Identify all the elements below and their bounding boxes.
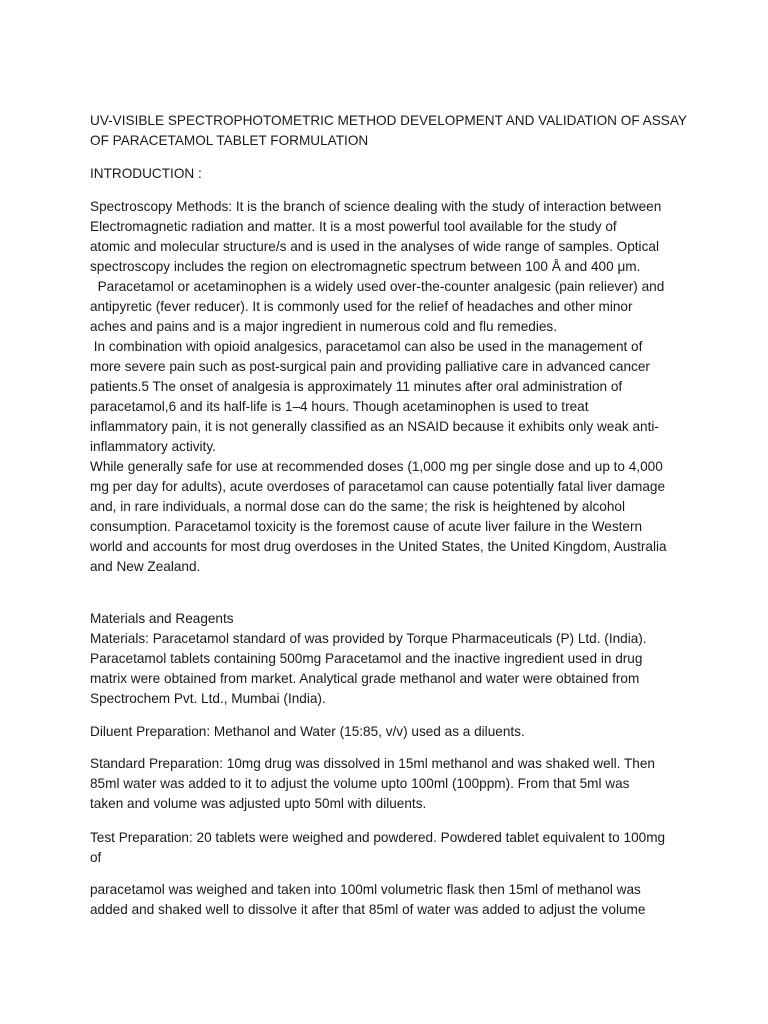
- text-line: and New Zealand.: [90, 559, 201, 574]
- text-line: world and accounts for most drug overdoses in the United States, the United Kingdom, Australia: [90, 539, 667, 554]
- text-line: atomic and molecular structure/s and is used in the analyses of wide range of samples. Optical: [90, 239, 659, 254]
- title-line: OF PARACETAMOL TABLET FORMULATION: [90, 133, 369, 148]
- text-line: consumption. Paracetamol toxicity is the foremost cause of acute liver failure in the Western: [90, 519, 643, 534]
- standard-preparation-paragraph: [90, 754, 690, 814]
- text-line: mg per day for adults), acute overdoses of paracetamol can cause potentially fatal liver damage: [90, 479, 666, 494]
- text-line: Spectroscopy Methods: It is the branch of science dealing with the study of interaction between: [90, 199, 662, 214]
- text-line: matrix were obtained from market. Analytical grade methanol and water were obtained from: [90, 671, 640, 686]
- text-line: of: [90, 850, 102, 865]
- text-line: inflammatory activity.: [90, 439, 216, 454]
- text-line: taken and volume was adjusted upto 50ml with diluents.: [90, 796, 427, 811]
- text-line: more severe pain such as post-surgical pain and providing palliative care in advanced cancer: [90, 359, 650, 374]
- text-line: Paracetamol or acetaminophen is a widely used over-the-counter analgesic (pain reliever) and: [90, 279, 665, 294]
- text-line: Paracetamol tablets containing 500mg Paracetamol and the inactive ingredient used in drug: [90, 651, 643, 666]
- text-line: added and shaked well to dissolve it after that 85ml of water was added to adjust the volume: [90, 902, 646, 917]
- spectroscopy-paragraph: [90, 197, 690, 277]
- text-line: and, in rare individuals, a normal dose can do the same; the risk is heightened by alcohol: [90, 499, 626, 514]
- paracetamol-paragraph: [90, 277, 690, 337]
- test-preparation-continued: [90, 880, 690, 920]
- text-line: paracetamol,6 and its half-life is 1–4 hours. Though acetaminophen is used to treat: [90, 399, 589, 414]
- text-line: In combination with opioid analgesics, paracetamol can also be used in the management of: [90, 339, 643, 354]
- text-line: antipyretic (fever reducer). It is commonly used for the relief of headaches and other minor: [90, 299, 633, 314]
- title-line: UV-VISIBLE SPECTROPHOTOMETRIC METHOD DEVELOPMENT AND VALIDATION OF ASSAY: [90, 113, 687, 128]
- text-line: spectroscopy includes the region on electromagnetic spectrum between 100 Å and 400 μm.: [90, 259, 641, 274]
- text-line: Test Preparation: 20 tablets were weighed and powdered. Powdered tablet equivalent to 100mg: [90, 830, 666, 845]
- text-line: 85ml water was added to it to adjust the volume upto 100ml (100ppm). From that 5ml was: [90, 776, 630, 791]
- text-line: Electromagnetic radiation and matter. It is a most powerful tool available for the study of: [90, 219, 617, 234]
- safety-paragraph: [90, 457, 690, 577]
- text-line: While generally safe for use at recommended doses (1,000 mg per single dose and up to 4,000: [90, 459, 663, 474]
- materials-heading: [90, 609, 690, 629]
- heading-text: Materials and Reagents: [90, 611, 234, 626]
- text-line: aches and pains and is a major ingredient in numerous cold and flu remedies.: [90, 319, 557, 334]
- text-line: inflammatory pain, it is not generally classified as an NSAID because it exhibits only weak anti-: [90, 419, 659, 434]
- materials-paragraph: [90, 629, 690, 709]
- text-line: paracetamol was weighed and taken into 100ml volumetric flask then 15ml of methanol was: [90, 882, 641, 897]
- diluent-paragraph: [90, 722, 690, 742]
- text-line: Materials: Paracetamol standard of was provided by Torque Pharmaceuticals (P) Ltd. (India).: [90, 631, 647, 646]
- introduction-heading: [90, 164, 690, 184]
- text-line: Standard Preparation: 10mg drug was dissolved in 15ml methanol and was shaked well. Then: [90, 756, 655, 771]
- test-preparation-paragraph: [90, 828, 690, 868]
- text-line: patients.5 The onset of analgesia is approximately 11 minutes after oral administration of: [90, 379, 623, 394]
- combination-paragraph: [90, 337, 690, 457]
- heading-text: INTRODUCTION :: [90, 166, 202, 181]
- document-title: [90, 111, 690, 151]
- text-line: Spectrochem Pvt. Ltd., Mumbai (India).: [90, 691, 326, 706]
- text-line: Diluent Preparation: Methanol and Water (15:85, v/v) used as a diluents.: [90, 724, 525, 739]
